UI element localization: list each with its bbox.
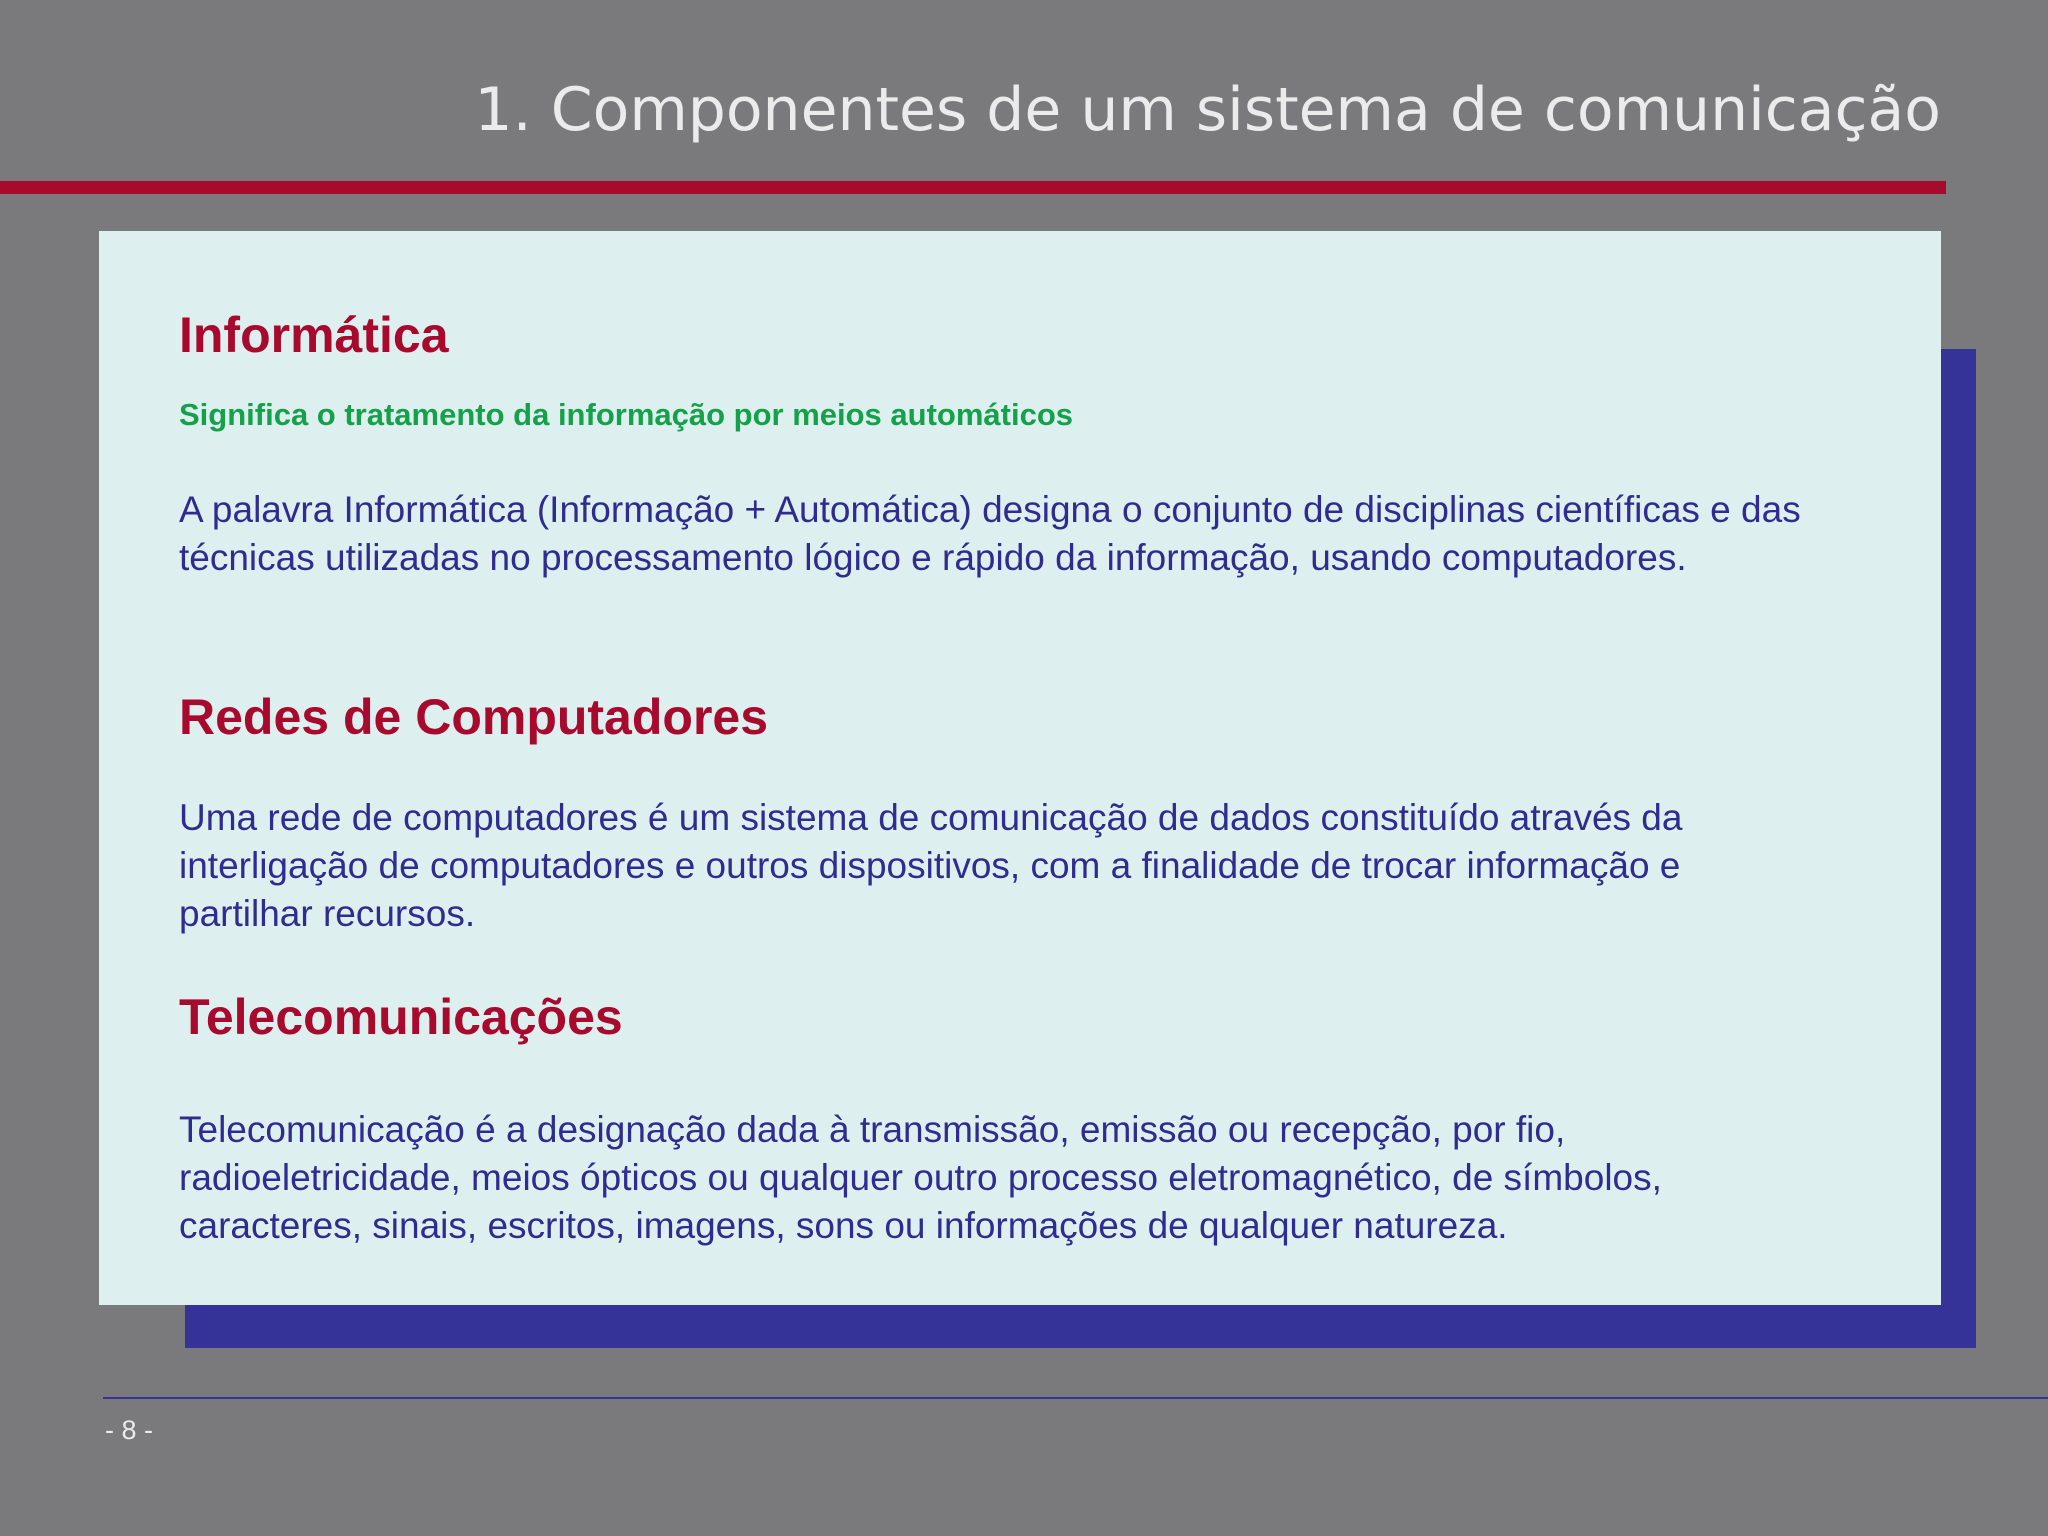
section-heading: Redes de Computadores <box>179 689 769 745</box>
section-body <box>179 486 1929 582</box>
section-redes <box>179 688 1929 938</box>
footer-divider <box>103 1397 2048 1399</box>
body-line: radioeletricidade, meios ópticos ou qualquer outro processo eletromagnético, de símbolos, <box>179 1157 1662 1198</box>
section-informatica <box>179 306 1929 582</box>
body-line: Uma rede de computadores é um sistema de comunicação de dados constituído através da <box>179 797 1683 838</box>
body-line: A palavra Informática (Informação + Automática) designa o conjunto de disciplinas científicas e das <box>179 489 1801 530</box>
title-divider <box>0 181 1946 194</box>
body-line: partilhar recursos. <box>179 893 476 934</box>
section-body <box>179 794 1929 938</box>
section-heading: Informática <box>179 307 449 363</box>
slide-title: 1. Componentes de um sistema de comunicação <box>474 75 1941 145</box>
body-line: Telecomunicação é a designação dada à transmissão, emissão ou recepção, por fio, <box>179 1109 1566 1150</box>
section-telecomunicacoes <box>179 988 1929 1250</box>
body-line: técnicas utilizadas no processamento lógico e rápido da informação, usando computadores. <box>179 537 1687 578</box>
section-body <box>179 1106 1929 1250</box>
content-panel <box>99 231 1941 1305</box>
body-line: interligação de computadores e outros dispositivos, com a finalidade de trocar informação e <box>179 845 1681 886</box>
section-subheading: Significa o tratamento da informação por meios automáticos <box>179 397 1074 432</box>
section-heading: Telecomunicações <box>179 989 623 1045</box>
body-line: caracteres, sinais, escritos, imagens, sons ou informações de qualquer natureza. <box>179 1205 1508 1246</box>
page-number: - 8 - <box>105 1415 154 1445</box>
